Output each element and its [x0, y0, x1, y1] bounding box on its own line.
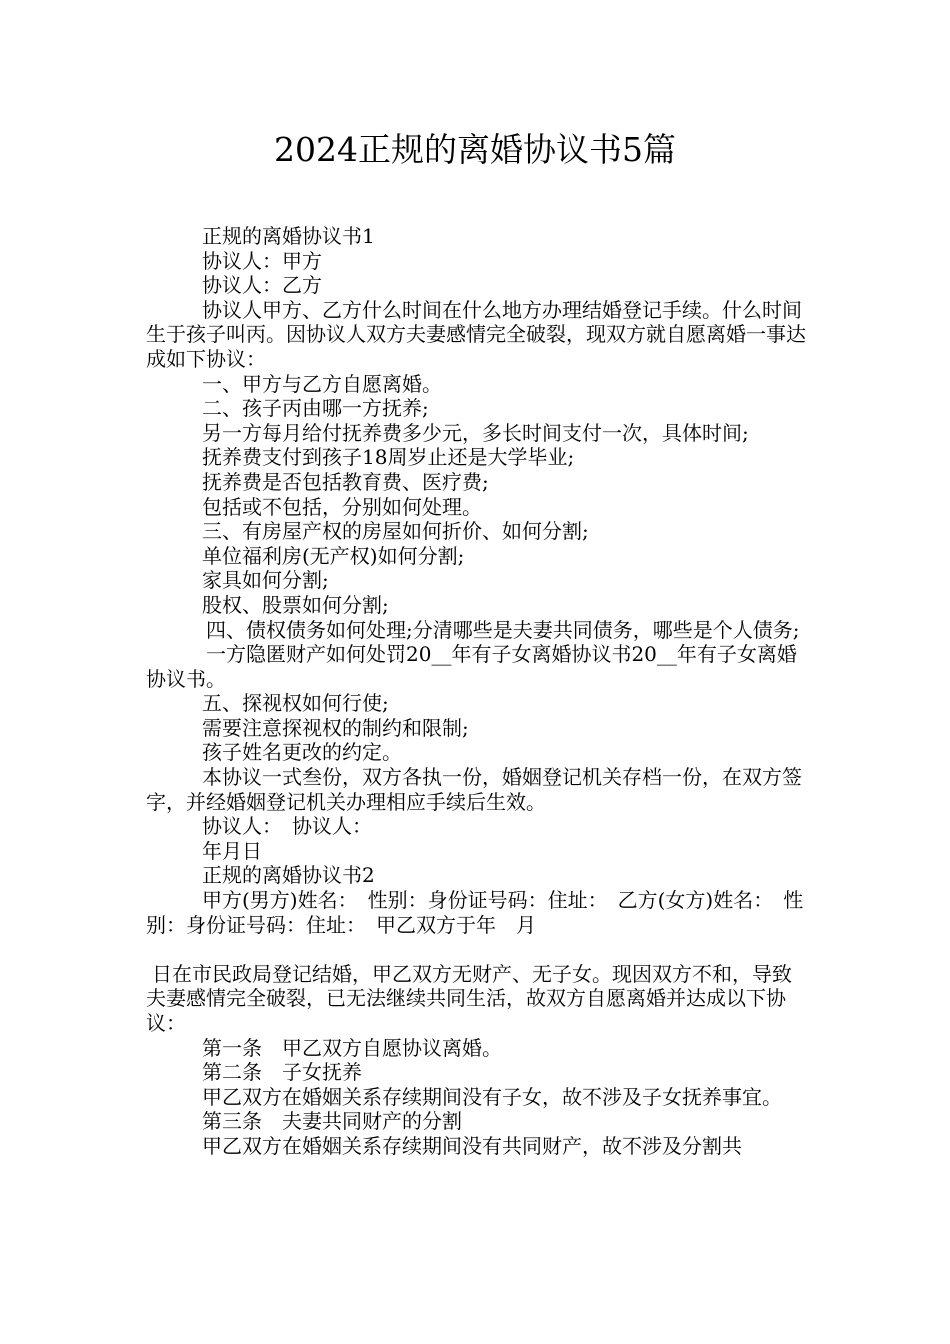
signature-line: 协议人： 协议人：: [202, 814, 372, 839]
body-paragraph: 本协议一式叁份，双方各执一份，婚姻登记机关存档一份，在双方签字，并经婚姻登记机关办理相应手续后生效。: [146, 765, 802, 814]
body-paragraph: 二、孩子丙由哪一方抚养;: [202, 396, 429, 421]
body-paragraph: 家具如何分割;: [202, 568, 329, 593]
body-paragraph: 抚养费支付到孩子18周岁止还是大学毕业;: [202, 445, 575, 470]
article-heading: 第二条 子女抚养: [202, 1060, 362, 1085]
body-paragraph: 股权、股票如何分割;: [202, 592, 389, 617]
body-paragraph: 五、探视权如何行使;: [202, 691, 389, 716]
section-heading: 正规的离婚协议书2: [202, 863, 375, 888]
date-line: 年月日: [202, 838, 262, 863]
section-heading: 正规的离婚协议书1: [202, 224, 375, 248]
body-paragraph: 三、有房屋产权的房屋如何折价、如何分割;: [202, 519, 589, 544]
body-paragraph: 单位福利房(无产权)如何分割;: [202, 543, 465, 568]
body-paragraph: 另一方每月给付抚养费多少元，多长时间支付一次，具体时间;: [202, 420, 749, 445]
body-paragraph: 协议人甲方、乙方什么时间在什么地方办理结婚登记手续。什么时间生于孩子叫丙。因协议人双方夫妻感情完全破裂，现双方就自愿离婚一事达成如下协议：: [146, 297, 806, 371]
body-paragraph: 一、甲方与乙方自愿离婚。: [202, 371, 442, 396]
party-line: 协议人：乙方: [202, 273, 322, 298]
article-heading: 第一条 甲乙双方自愿协议离婚。: [202, 1035, 502, 1060]
body-paragraph: 甲乙双方在婚姻关系存续期间没有子女，故不涉及子女抚养事宜。: [202, 1084, 782, 1109]
article-heading: 第三条 夫妻共同财产的分割: [202, 1109, 462, 1134]
body-paragraph: 孩子姓名更改的约定。: [202, 740, 402, 765]
body-paragraph: 一方隐匿财产如何处罚20__年有子女离婚协议书20__年有子女离婚协议书。: [146, 642, 797, 691]
party-line: 协议人：甲方: [202, 248, 322, 273]
body-paragraph: 日在市民政局登记结婚，甲乙双方无财产、无子女。现因双方不和，导致夫妻感情完全破裂，已无法继续共同生活，故双方自愿离婚并达成以下协议：: [146, 961, 792, 1035]
document-body: [146, 224, 810, 1159]
body-paragraph: 甲乙双方在婚姻关系存续期间没有共同财产，故不涉及分割共: [202, 1133, 742, 1158]
body-paragraph: 需要注意探视权的制约和限制;: [202, 715, 469, 740]
body-paragraph: 抚养费是否包括教育费、医疗费;: [202, 469, 489, 494]
body-paragraph: 四、债权债务如何处理;分清哪些是夫妻共同债务，哪些是个人债务;: [206, 617, 800, 642]
document-title: 2024正规的离婚协议书5篇: [274, 130, 676, 169]
body-paragraph: 甲方(男方)姓名： 性别：身份证号码：住址： 乙方(女方)姓名： 性别：身份证号码：住址： 甲乙双方于年 月: [146, 888, 804, 937]
body-paragraph: 包括或不包括，分别如何处理。: [202, 494, 482, 519]
